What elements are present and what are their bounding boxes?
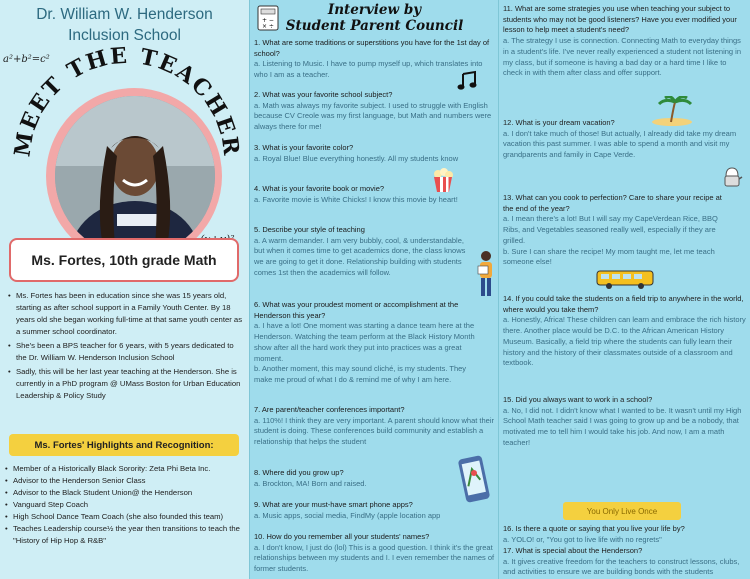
question: 3. What is your favorite color? (254, 143, 354, 152)
school-name-line2: Inclusion School (68, 27, 181, 44)
qa-item (254, 500, 496, 521)
cooking-icon (721, 166, 743, 190)
pythagorean-equation: a²+b²=c² (3, 54, 50, 65)
question: 7. Are parent/teacher conferences important? (254, 405, 405, 414)
answer: a. It gives creative freedom for the teachers to construct lessons, clubs, and activities to ensure we are building bonds with the students (503, 556, 740, 577)
qa-item (503, 395, 748, 449)
highlights-title-box (9, 434, 239, 456)
question: 11. What are some strategies you use when teaching your subject to students who may not be good listeners? Have you ever modified your lesson to help meet a student's need? (503, 4, 737, 35)
bio-item: • Sadly, this will be her last year teaching at the Henderson. She is currently in a PhD program @ UMass Boston for Urban Education Leadership & Policy Study (6, 366, 246, 402)
answer: a. I don't know, I just do (lol) This is a good question. I think it's the great relationships between my students and I. I even remember the names of former students. (254, 542, 495, 574)
answer: a. 110%! I think they are very important. A parent should know what their student is doing. These conferences build community and establish a relationship that helps the student (254, 415, 494, 447)
teacher-profile-column (0, 0, 249, 579)
answer: a. Royal Blue! Blue everything honestly. All my students know (254, 153, 459, 163)
bio-item: • She's been a BPS teacher for 6 years, with 5 years dedicated to the Dr. William W. Henderson Inclusion School (6, 340, 246, 364)
qa-item (254, 468, 444, 489)
phone-map-icon (456, 455, 490, 503)
answer: a. A warm demander. I am very bubbly, cool, & understandable, but when it comes time to get academics done, the class knows we are going to get it done. Relationship building with students comes 1st then the academics will follow. (254, 235, 466, 277)
answer: a. I mean there's a lot! But I will say my CapeVerdean Rice, BBQ Ribs, and Vegetables seasoned really well, especially if they are grilled. b. Sure I can share the recipe! My mom taught me, let me teach someone else! (503, 214, 718, 267)
question: 6. What was your proudest moment or accomplishment at the Henderson this year? (254, 300, 459, 320)
answer: a. No, I did not. I didn't know what I wanted to be. It wasn't until my High School Math teacher said I was going to grow up and be a nobody, that motivated me to tell him I would take his job. And now, I am a math teacher! (503, 405, 742, 447)
question: 15. Did you always want to work in a school? (503, 395, 653, 404)
answer: a. I don't take much of those! But actually, I already did take my dream vacation this past summer. I was able to spend a month and visit my grandparents and family in Cape Verde. (503, 128, 737, 160)
interview-title (250, 2, 498, 34)
qa-item (503, 294, 748, 369)
yolo-label-text: You Only Live Once (586, 506, 658, 516)
question: 2. What was your favorite school subject? (254, 90, 393, 99)
interview-title-line1: Interview by (327, 2, 422, 18)
question: 17. What is special about the Henderson? (503, 546, 643, 555)
qa-item (254, 405, 496, 448)
teacher-name-box (9, 238, 239, 282)
bio-list (6, 290, 246, 404)
music-note-icon (456, 70, 478, 92)
answer: a. YOLO! or, "You got to live life with no regrets" (503, 534, 662, 544)
qa-item (503, 118, 748, 161)
highlight-item: • High School Dance Team Coach (she also founded this team) (4, 511, 246, 523)
qa-item (254, 532, 496, 575)
qa-item (254, 300, 486, 386)
answer: a. The strategy I use is connection. Connecting Math to everyday things in a student's life. I've never really experienced a student not listening in my class, but if someone is having a bad day or a hard time I like to check in with them after class and offer support. (503, 36, 742, 78)
highlights-title: Ms. Fortes' Highlights and Recognition: (34, 439, 214, 451)
highlight-item: • Vanguard Step Coach (4, 499, 246, 511)
interview-column-2 (498, 0, 750, 579)
question: 4. What is your favorite book or movie? (254, 184, 385, 193)
highlight-item: • Advisor to the Henderson Senior Class (4, 475, 246, 487)
qa-item (503, 524, 748, 545)
answer: a. Favorite movie is White Chicks! I know this movie by heart! (254, 194, 458, 204)
yolo-label (563, 502, 681, 520)
question: 16. Is there a quote or saying that you live your life by? (503, 524, 685, 533)
teacher-name: Ms. Fortes, 10th grade Math (31, 252, 217, 268)
school-name (0, 4, 249, 46)
highlight-item: • Teaches Leadership course½ the year then transitions to teach the "History of Hip Hop & R&B" (4, 523, 246, 547)
question: 8. Where did you grow up? (254, 468, 344, 477)
highlight-item: • Advisor to the Black Student Union@ the Henderson (4, 487, 246, 499)
island-icon (649, 96, 695, 126)
answer: a. Brockton, MA! Born and raised. (254, 478, 367, 488)
bus-icon (595, 268, 657, 290)
qa-item (254, 90, 496, 133)
question: 5. Describe your style of teaching (254, 225, 365, 234)
book-reader-icon (476, 250, 496, 298)
answer: a. Music apps, social media, FindMy (apple location app (254, 510, 441, 520)
svg-text:× ÷: × ÷ (262, 23, 274, 30)
qa-item (503, 4, 748, 79)
qa-item (254, 143, 496, 164)
question: 10. How do you remember all your students' names? (254, 532, 430, 541)
school-name-line1: Dr. William W. Henderson (36, 6, 213, 23)
svg-text:MEET THE TEACHER: MEET THE TEACHER (9, 42, 245, 159)
qa-item (254, 225, 476, 279)
answer: a. Honestly, Africa! These children can learn and embrace the rich history there. Another place would be D.C. to the African American History Museum. Basically, a field trip where the students can fully learn their history and the history of their classmates outside of a classroom and textbook. (503, 315, 746, 368)
answer: a. Math was always my favorite subject. I used to struggle with English because CV Creole was my first language, but Math and numbers were always there for me! (254, 100, 492, 132)
bio-item: • Ms. Fortes has been in education since she was 15 years old, starting as after school support in a Family Youth Center. By 18 years old she began working full-time at that same youth center as a summer school coordinator. (6, 290, 246, 338)
qa-item (254, 184, 496, 205)
highlight-item: • Member of a Historically Black Sorority: Zeta Phi Beta Inc. (4, 463, 246, 475)
question: 13. What can you cook to perfection? Care to share your recipe at the end of the year? (503, 193, 722, 213)
question: 14. If you could take the students on a field trip to anywhere in the world, where would you take them? (503, 294, 744, 314)
highlights-list (4, 463, 246, 547)
interview-title-line2: Student Parent Council (285, 18, 464, 34)
question: 1. What are some traditions or superstitions you have for the 1st day of school? (254, 38, 490, 58)
interview-column-1 (249, 0, 498, 579)
question: 9. What are your must-have smart phone apps? (254, 500, 413, 509)
question: 12. What is your dream vacation? (503, 118, 615, 127)
svg-text:+ −: + − (262, 17, 274, 24)
answer: a. Listening to Music. I have to pump myself up, which translates into who I am as a teacher. (254, 59, 483, 80)
meet-the-teacher-banner (0, 42, 249, 222)
answer: a. I have a lot! One moment was starting a dance team here at the Henderson. Watching the team perform at the Black History Month show after all the hard work they put into practices was a great moment. b. Another moment, this may sound cliché, is my students. They make me proud of what I do & remind me of why I am here. (254, 321, 475, 384)
qa-item (503, 193, 727, 268)
popcorn-icon (431, 167, 455, 193)
qa-item (503, 546, 748, 578)
